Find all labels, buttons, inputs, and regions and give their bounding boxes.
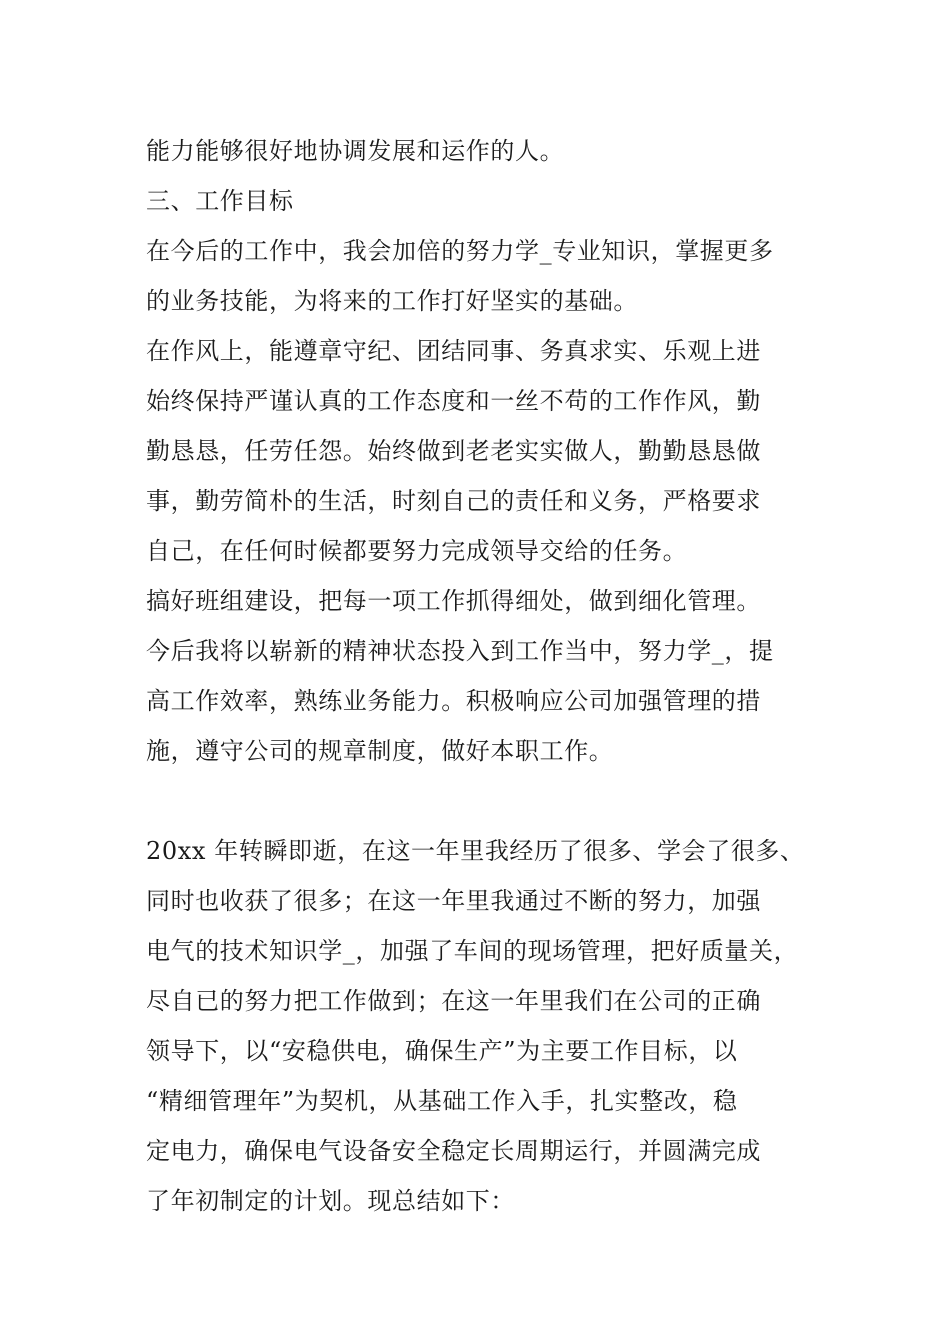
text-line: 勤恳恳，任劳任怨。始终做到老老实实做人，勤勤恳恳做 bbox=[146, 437, 761, 465]
text-line: 同时也收获了很多；在这一年里我通过不断的努力，加强 bbox=[146, 887, 761, 915]
text-line: 能力能够很好地协调发展和运作的人。 bbox=[146, 137, 565, 165]
text-line: 事，勤劳简朴的生活，时刻自己的责任和义务，严格要求 bbox=[146, 487, 761, 515]
text-line: 施，遵守公司的规章制度，做好本职工作。 bbox=[146, 737, 614, 765]
text-line: 在作风上，能遵章守纪、团结同事、务真求实、乐观上进 bbox=[146, 337, 761, 365]
text-line: 今后我将以崭新的精神状态投入到工作当中，努力学_，提 bbox=[146, 637, 774, 665]
text-line: 了年初制定的计划。现总结如下： bbox=[146, 1187, 515, 1215]
text-line: 领导下，以“安稳供电，确保生产”为主要工作目标，以 bbox=[146, 1037, 738, 1065]
text-line: 始终保持严谨认真的工作态度和一丝不苟的工作作风，勤 bbox=[146, 387, 761, 415]
section-heading: 三、工作目标 bbox=[146, 187, 294, 215]
text-line: 高工作效率，熟练业务能力。积极响应公司加强管理的措 bbox=[146, 687, 761, 715]
text-line: 电气的技术知识学_，加强了车间的现场管理，把好质量关， bbox=[146, 937, 799, 965]
text-line: 搞好班组建设，把每一项工作抓得细处，做到细化管理。 bbox=[146, 587, 761, 615]
text-line: 在今后的工作中，我会加倍的努力学_专业知识，掌握更多 bbox=[146, 237, 774, 265]
text-line: 的业务技能，为将来的工作打好坚实的基础。 bbox=[146, 287, 638, 315]
text-line: 尽自已的努力把工作做到；在这一年里我们在公司的正确 bbox=[146, 987, 761, 1015]
text-line: 20xx 年转瞬即逝，在这一年里我经历了很多、学会了很多、 bbox=[146, 837, 805, 865]
text-line: 定电力，确保电气设备安全稳定长周期运行，并圆满完成 bbox=[146, 1137, 761, 1165]
text-line: 自己，在任何时候都要努力完成领导交给的任务。 bbox=[146, 537, 688, 565]
text-line: “精细管理年”为契机，从基础工作入手，扎实整改，稳 bbox=[146, 1087, 738, 1115]
